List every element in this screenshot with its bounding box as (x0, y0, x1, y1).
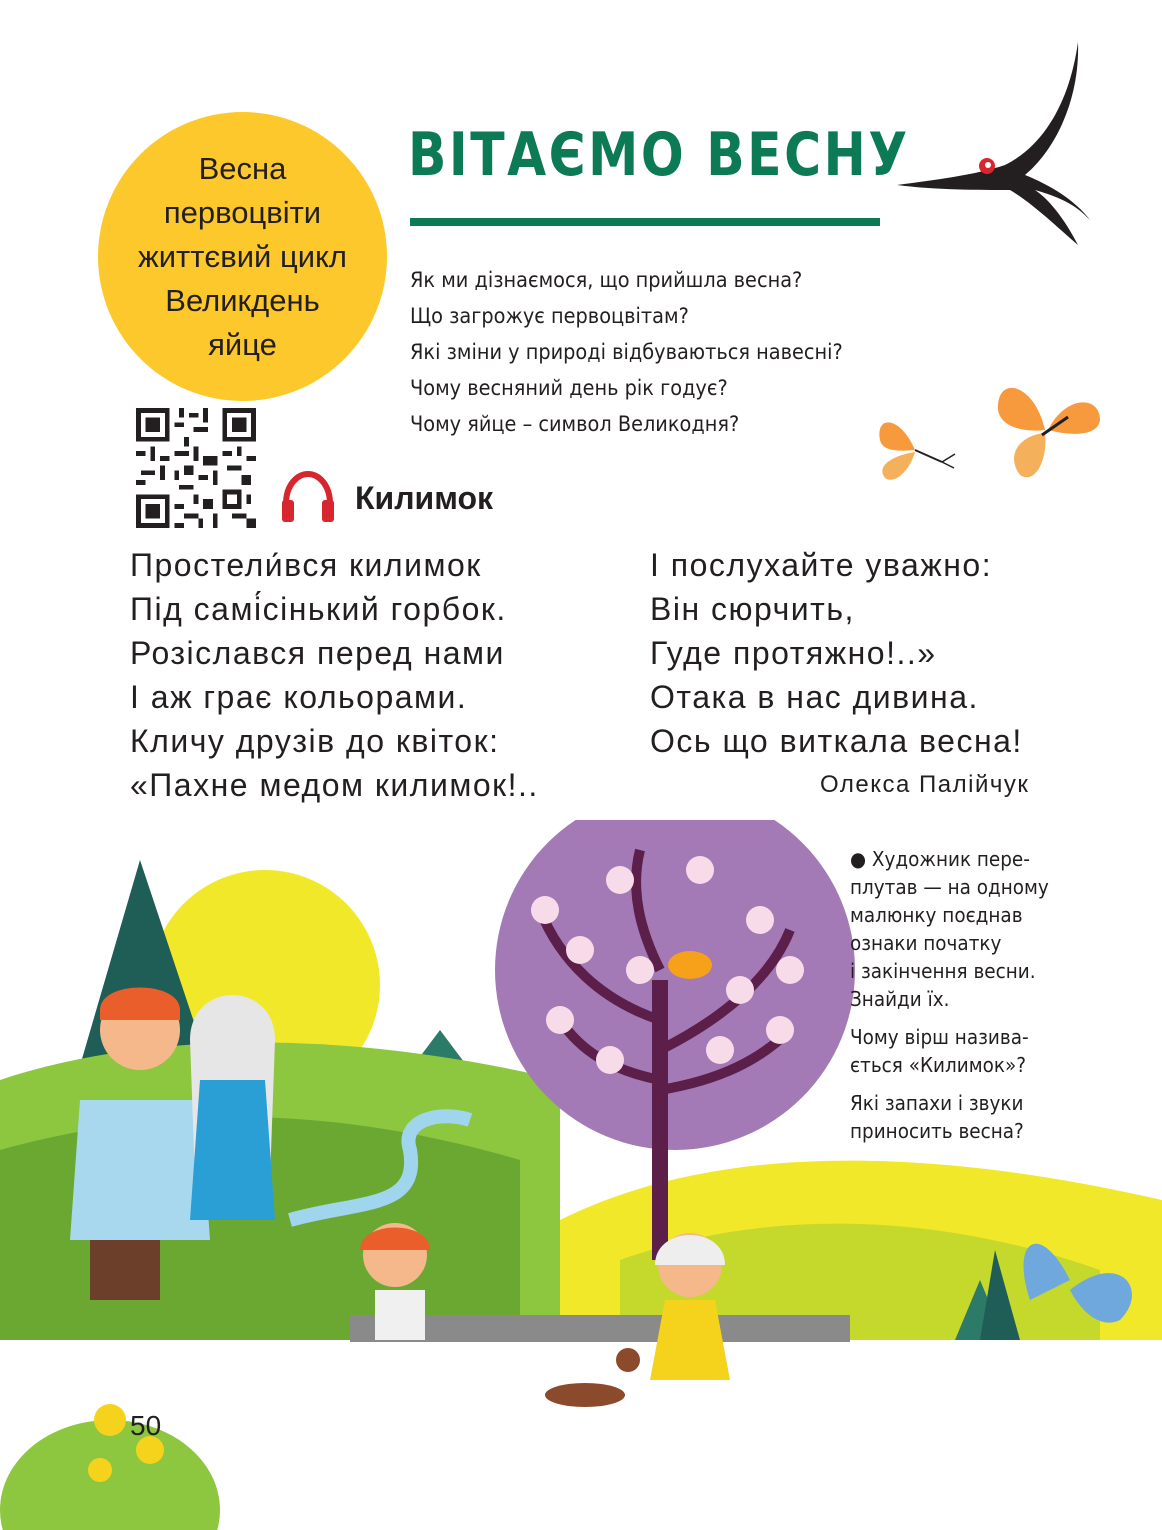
keyword: життєвий цикл (137, 238, 348, 274)
poem-line: І аж грає кольорами. (130, 679, 468, 715)
poem-line: Розіслався перед нами (130, 635, 505, 671)
question: Як ми дізнаємося, що прийшла весна? (410, 268, 803, 292)
task-text: Чому вірш назива- ється «Килимок»? (850, 1025, 1029, 1077)
question: Чому весняний день рік годує? (410, 376, 728, 400)
tasks-sidebar (850, 845, 1090, 1155)
title-underline (410, 218, 880, 226)
task-text: ● Художник пере- плутав — на одному малюнку поєднав ознаки початку і закінчення весни. Знайди їх. (850, 847, 1049, 1011)
page-title: ВІТАЄМО ВЕСНУ (408, 120, 910, 190)
keywords-circle (98, 112, 387, 401)
poem-column-right (650, 543, 1023, 763)
headphones-icon[interactable] (280, 470, 336, 526)
poem-line: І послухайте уважно: (650, 547, 993, 583)
poem-line: Простели́вся килимок (130, 547, 482, 583)
page-number: 50 (130, 1410, 162, 1441)
poem-line: Він сюрчить, (650, 591, 855, 627)
butterfly-icon (870, 410, 960, 485)
question: Що загрожує первоцвітам? (410, 304, 689, 328)
poem-line: Кличу друзів до квіток: (130, 723, 500, 759)
poem-author: Олекса Палійчук (820, 771, 1030, 798)
poem-line: Ось що виткала весна! (650, 723, 1023, 759)
poem-column-left (130, 543, 539, 807)
qr-code-icon[interactable] (136, 408, 256, 528)
poem-line: «Пахне медом килимок!.. (130, 767, 539, 803)
poem-line: Отака в нас дивина. (650, 679, 979, 715)
audio-label: Килимок (355, 480, 494, 516)
question: Чому яйце – символ Великодня? (410, 412, 740, 436)
swallow-illustration (895, 40, 1095, 250)
keyword: яйце (208, 326, 277, 362)
keyword: Весна (198, 150, 287, 186)
keyword: Великдень (165, 282, 320, 318)
poem-line: Під самі́сінький горбок. (130, 591, 507, 627)
question: Які зміни у природі відбуваються навесні? (410, 340, 843, 364)
keyword: первоцвіти (163, 194, 322, 230)
questions-list (410, 262, 880, 442)
task-text: Які запахи і звуки приносить весна? (850, 1091, 1024, 1143)
butterfly-icon (990, 375, 1110, 485)
poem-line: Гуде протяжно!..» (650, 635, 937, 671)
